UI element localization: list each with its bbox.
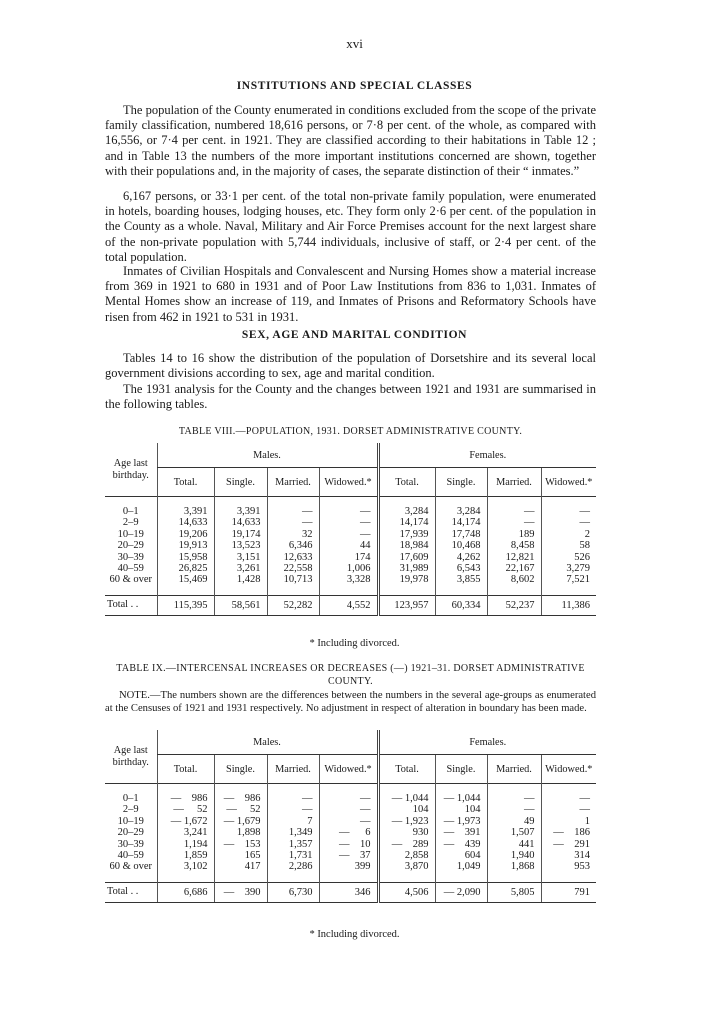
table8-age-header: Age last birthday. — [112, 457, 149, 481]
table8-footnote: * Including divorced. — [309, 638, 400, 649]
paragraph-3: Inmates of Civilian Hospitals and Convalescent and Nursing Homes show a material increase from 369 in 1921 to 680 in 1931 and of Poor Law Institutions from 836 to 1,031. Inmates of Mental Homes show an increase of 119, and Inmates of Prisons and Reformatory Schools have risen from 462 in 1921 to 531 in 1931. — [105, 264, 596, 324]
table8-total-cell: 60,334 — [435, 595, 487, 615]
heading-sex-age: SEX, AGE AND MARITAL CONDITION — [241, 329, 468, 341]
table9-footnote: * Including divorced. — [309, 929, 400, 940]
table8 — [105, 443, 596, 616]
table9-data-col: — 986 — 52 — 1,672 3,241 1,194 1,859 3,102 — [157, 793, 214, 873]
table9-age-col: 0–1 2–9 10–19 20–29 30–39 40–59 60 & over — [109, 793, 153, 873]
table9-total-cell: 6,730 — [267, 882, 319, 902]
table8-data-col: 3,391 14,633 19,206 19,913 15,958 26,825 15,469 — [157, 506, 214, 586]
table9-col-header: Widowed.* — [319, 755, 378, 784]
table8-col-header: Widowed.* — [319, 468, 378, 497]
table9-total-cell: 346 — [319, 882, 378, 902]
table8-col-header: Total. — [157, 468, 214, 497]
table8-total-label: Total . . — [105, 595, 157, 615]
table9-total-cell: 4,506 — [378, 882, 435, 902]
table9-caption-line2: COUNTY. — [328, 676, 373, 687]
table8-data-col: 3,284 14,174 17,939 18,984 17,609 31,989 19,978 — [378, 506, 435, 586]
table9-females-header: Females. — [378, 730, 596, 755]
table9-body — [105, 793, 596, 873]
table9-males-header: Males. — [157, 730, 378, 755]
table8-data-col: — — — 44 174 1,006 3,328 — [319, 506, 378, 586]
table9-col-header: Married. — [487, 755, 541, 784]
table8-total-cell: 52,237 — [487, 595, 541, 615]
table9-total-label: Total . . — [105, 882, 157, 902]
table9-note: NOTE.—The numbers shown are the differences between the numbers in the several age-groups as enumerated at the Censuses of 1921 and 1931 respectively. No adjustment in respect of alteration in boundary has been made. — [105, 690, 596, 714]
table8-data-col: — — 189 8,458 12,821 22,167 8,602 — [487, 506, 541, 586]
table8-col-header: Widowed.* — [541, 468, 596, 497]
table8-age-col: 0–1 2–9 10–19 20–29 30–39 40–59 60 & over — [109, 506, 153, 586]
table9-data-col: — 1,044 104 — 1,923 930 — 289 2,858 3,870 — [378, 793, 435, 873]
paragraph-1: The population of the County enumerated in conditions excluded from the scope of the private family classification, numbered 18,616 persons, or 7·8 per cent. of the whole, as compared with 16,556, or 7·4 per cent. in 1921. They are classified according to their habitations in Table 12 ; and in Table 13 the numbers of the more important institutions concerned are shown, together with their populations and, in the majority of cases, the separate distinction of their “ inmates.” — [105, 103, 596, 178]
table8-data-col: 3,391 14,633 19,174 13,523 3,151 3,261 1,428 — [214, 506, 267, 586]
heading-institutions: INSTITUTIONS AND SPECIAL CLASSES — [236, 80, 473, 92]
table8-total-cell: 58,561 — [214, 595, 267, 615]
table9-col-header: Total. — [157, 755, 214, 784]
table9 — [105, 730, 596, 903]
table8-col-header: Total. — [378, 468, 435, 497]
table9-data-col: — — 49 1,507 441 1,940 1,868 — [487, 793, 541, 873]
table9-col-header: Total. — [378, 755, 435, 784]
table8-females-header: Females. — [378, 443, 596, 468]
table8-col-header: Married. — [267, 468, 319, 497]
table9-data-col: — — 7 1,349 1,357 1,731 2,286 — [267, 793, 319, 873]
table8-data-col: 3,284 14,174 17,748 10,468 4,262 6,543 3,855 — [435, 506, 487, 586]
table9-caption-line1: TABLE IX.—INTERCENSAL INCREASES OR DECREASES (—) 1921–31. DORSET ADMINISTRATIVE — [116, 663, 585, 674]
table9-total-cell: 5,805 — [487, 882, 541, 902]
table8-col-header: Single. — [435, 468, 487, 497]
table9-data-col: — 986 — 52 — 1,679 1,898 — 153 165 417 — [214, 793, 267, 873]
table9-col-header: Single. — [214, 755, 267, 784]
table8-body — [105, 506, 596, 586]
table9-data-col: — — — — 6 — 10 — 37 399 — [319, 793, 378, 873]
table8-total-cell: 115,395 — [157, 595, 214, 615]
table8-total-cell: 52,282 — [267, 595, 319, 615]
table8-caption: TABLE VIII.—POPULATION, 1931. DORSET ADMINISTRATIVE COUNTY. — [178, 426, 523, 437]
table8-total-cell: 4,552 — [319, 595, 378, 615]
table9-total-cell: — 390 — [214, 882, 267, 902]
table9-data-col: — — 1 — 186 — 291 314 953 — [541, 793, 596, 873]
paragraph-4: Tables 14 to 16 show the distribution of the population of Dorsetshire and its several local government divisions according to sex, age and marital condition. — [105, 351, 596, 381]
table9-total-row — [105, 882, 596, 902]
table8-data-col: — — 2 58 526 3,279 7,521 — [541, 506, 596, 586]
table8-col-header: Married. — [487, 468, 541, 497]
table8-data-col: — — 32 6,346 12,633 22,558 10,713 — [267, 506, 319, 586]
table9-col-header: Single. — [435, 755, 487, 784]
table9-total-cell: 6,686 — [157, 882, 214, 902]
table9-total-cell: 791 — [541, 882, 596, 902]
table9-col-header: Married. — [267, 755, 319, 784]
table8-total-cell: 11,386 — [541, 595, 596, 615]
table8-males-header: Males. — [157, 443, 378, 468]
table8-total-row — [105, 595, 596, 615]
table8-col-header: Single. — [214, 468, 267, 497]
paragraph-5: The 1931 analysis for the County and the changes between 1921 and 1931 are summarised in the following tables. — [105, 382, 596, 412]
table9-data-col: — 1,044 104 — 1,973 — 391 — 439 604 1,049 — [435, 793, 487, 873]
table8-total-cell: 123,957 — [378, 595, 435, 615]
page-number: xvi — [346, 36, 363, 51]
table9-age-header: Age last birthday. — [112, 744, 149, 768]
table9-total-cell: — 2,090 — [435, 882, 487, 902]
table9-col-header: Widowed.* — [541, 755, 596, 784]
paragraph-2: 6,167 persons, or 33·1 per cent. of the total non-private family population, were enumerated in hotels, boarding houses, lodging houses, etc. They form only 2·6 per cent. of the population in the County as a whole. Naval, Military and Air Force Premises account for the next largest share of the non-private population with 5,744 individuals, inclusive of staff, or 2·4 per cent. of the total population. — [105, 189, 596, 264]
